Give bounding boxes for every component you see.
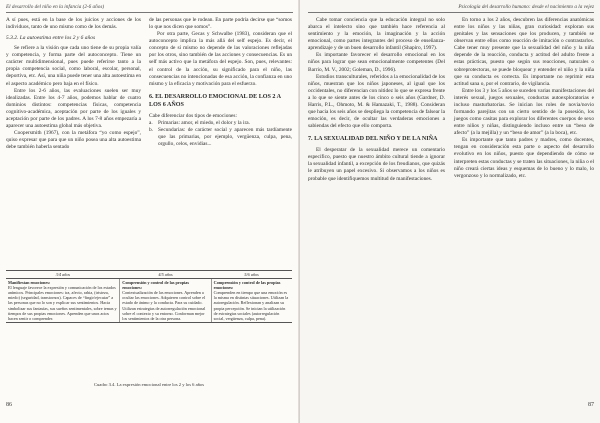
right-column-2 — [454, 17, 594, 180]
paragraph: Se refiere a la visión que cada uno tiene de su propia valía y competencia, y forma parte del autoconcepto. Tiene un carácter multidimensional, pues puede referirse tanto a la propia competencia social, como laboral, escolar, personal, deportiva, etc. Así, una niña puede tener una alta autoestima en el aspecto académico pero baja en el físico. — [6, 45, 141, 87]
table-header: 3/4 años — [6, 271, 120, 279]
paragraph: Estudios transculturales, referidos a la emocionalidad de los niños, muestran que los niños japoneses, al igual que los occidentales, no diferencian con nitidez lo que se expresa frente a lo que se siente antes de los cinco o seis años (Gardner, D. Harris, P.L., Ohmoto, M. & Hamazaki, T., 1988). Consideran que hacia los seis años se despliega la competencia de falsear la emoción, es decir, de ocultar las verdaderas emociones a sabiendas del efecto que ello comporta. — [308, 73, 445, 130]
table-cell — [120, 279, 211, 323]
paragraph: Es importante que tanto padres y madres, como docentes, tengan en consideración esta parte o aspecto del desarrollo evolutivo en los niños, puesto que dependiendo de cómo se interpreten estas conductas y se traten las situaciones, la niña o el niño creará ciertas ideas y esquemas de lo bueno y lo malo, lo vergonzoso y lo normalizado, etc. — [454, 137, 594, 179]
left-column-1 — [6, 17, 141, 151]
emotion-list — [149, 120, 292, 148]
paragraph: Cabe diferenciar dos tipos de emociones: — [149, 112, 237, 119]
left-running-header: El desarrollo del niño en la infancia (2-6 años) — [6, 4, 105, 10]
paragraph: Entre los 2-6 años, las evaluaciones suelen ser muy idealizadas. Entre los 4-7 años, podemos hablar de cuatro dominios distintos: competencias físicas, competencia cognitivo-académica, aceptación por parte de los iguales y aceptación por parte de los padres. A los 7-8 años empezaría a aparecer una autoestima global más objetiva. — [6, 87, 141, 130]
cell-text: Contextualización de las emociones. Aprenden a ocultar las emociones. Adquieren control sobre el estado de ánimo y la conducta. Para su cuidado. Utilizan estrategias de autorregulación emocional sobre el contexto y su entorno. Conforman mejor los sentimientos de la otra persona. — [122, 290, 206, 321]
table-header: 4/5 años — [120, 271, 211, 279]
paragraph: Cabe tomar conciencia que la educación integral no solo abarca el intelecto sino que también hace referencia al sentimiento y la emoción, la imaginación y la acción emocional, como partes integrantes del proceso de enseñanza-aprendizaje y de un buen desarrollo infantil (Shapiro, 1997). — [308, 17, 445, 52]
page-number: 87 — [588, 402, 594, 408]
paragraph: Es importante favorecer el desarrollo emocional en los niños para lograr que sean emocionalmente competentes (Del Barrio, M. V., 2002; Goleman, D., 1996). — [308, 52, 445, 73]
emotion-age-table — [6, 270, 292, 323]
cell-title: Manifiestan emociones: — [8, 280, 51, 286]
table-header: 5/6 años — [211, 271, 292, 279]
right-header-rule — [308, 12, 594, 13]
paragraph: El desperatar de la sexualidad merece un comentario específico, puesto que nuestro ámbito cultural tiende a ignorar la sexualidad infantil, a excepción de los freudianos, que quizás le atribuyen un papel excesivo. Si observamos a los niños es probable que identifiquemos multitud de manifestaciones. — [308, 147, 445, 182]
cell-title: Comprensión y control de las propias emociones: — [122, 280, 189, 291]
right-column-1 — [308, 17, 445, 183]
chapter-heading: 6. EL DESARROLLO EMOCIONAL DE LOS 2 A LOS 6 AÑOS — [149, 93, 281, 108]
paragraph: Entre los 3 y los 5 años se suceden varias manifestaciones del interés sexual, juegos sexuales, conductas autoexploratorias e incluso masturbatorias. Se inician los roles de novia/novio formando parejitas con un cierto sentido de la posesión, los juegos como casitas para explorar los diferentes cuerpos de sexo entre niños y niñas, distinguiendo incluso entre un “beso de afecto” (a la mejilla) y un “beso de amor” (a la boca), etc. — [454, 87, 594, 137]
list-item — [149, 127, 292, 148]
cell-text: Comprenden en tiempo que una emoción es la misma en distintas situaciones. Utilizan la autoregulación. Reflexionan y analizan su propia percepción. Se inician la utilización de estrategias sociales (autorregulación social, vergüenza, culpa, pena). — [213, 290, 289, 321]
table-caption: Cuadro 3.4. La expresión emocional entre los 2 y los 6 años — [93, 382, 205, 387]
paragraph: En torno a los 2 años, descubren las diferencias anatómicas entre los niños y las niñas, gran curiosidad: exploran sus genitales y las sensaciones que los producen, y también se observan entre ellos como reacción de imitación o contrastarlos. Cabe tener muy presente que la sexualidad del niño y la niña depende de la reacción, conducta y actitud del adulto frente a estas prácticas, puesto que según sus reacciones, naturales o sobreprotectoras, se puede bloquear y entender el niño y la niña que su conducta es correcta. Es importante no reprimir esta actitud sana o, por el contrario, de vigilancia. — [454, 17, 594, 87]
table-cell — [6, 279, 120, 323]
paragraph: de las personas que le rodean. En parte podría decirse que “somos lo que nos dicen que somos”. — [149, 17, 292, 31]
left-column-2 — [149, 17, 292, 148]
cell-title: Comprensión y control de las propias emociones: — [213, 280, 281, 291]
chapter-heading: 7. LA SEXUALIDAD DEL NIÑO Y DE LA NIÑA — [308, 136, 438, 143]
list-text: Primarias: amor, el miedo, el dolor y la ira. — [158, 119, 250, 126]
cell-text: El lenguaje favorece la expresión y comunicación de los estados anímicos. Principales emociones: ira, afecto, rabia, (tristeza, miedo) (seguridad, transtornos). Capaces de “fingir/ejecutar” a las personas que no lo son y explicar sus sentimientos. Hacia simbolizar sus fantasías, sus sueños sentimentales, sobre temas y tiempos de sus propias emociones. Aprenden que unos actos hacen sentir o comprender. — [8, 285, 117, 321]
paragraph: Por otra parte, Gecas y Schwalbe (1983), consideran que el autoconcepto implica la más allá del self espejo. Es decir, el concepto de sí mismo no depende de las valoraciones reflejadas por los otros, sino también de las acciones y consecuencias. Es un self más activo que la metáfora del espejo. Son, pues, relevantes: el control de la acción, su significado para el niño, las consecuencias no intencionadas de esa acción, la confianza en uno mismo y la eficacia y motivación para el esfuerzo. — [149, 31, 292, 87]
page-number: 86 — [6, 402, 12, 408]
list-text: Secundarias: de carácter social y aparecen más tardíamente que las primarias, por ejemplo, vergüenza, culpa, pena, orgullo, celos, envidias... — [158, 126, 292, 148]
section-heading: 5.3.2. La autoestima entre los 2 y 6 años — [6, 35, 96, 42]
paragraph: A sí pues, está en la base de los juicios y acciones de los individuos, tanto de uno mismo como de los demás. — [6, 17, 141, 31]
list-key: a. — [149, 119, 153, 126]
list-item — [149, 120, 292, 127]
left-header-rule — [6, 12, 293, 13]
right-running-header: Psicología del desarrollo humano: desde el nacimiento a la vejez — [458, 4, 594, 10]
table-cell — [211, 279, 292, 323]
right-page — [300, 0, 600, 423]
list-key: b. — [149, 126, 154, 133]
paragraph: Coopersmith (1967), con la metáfora “yo como espejo”, quiso expresar que para que un niño posea una alta autoestima debe también haberla sentado — [6, 130, 141, 151]
